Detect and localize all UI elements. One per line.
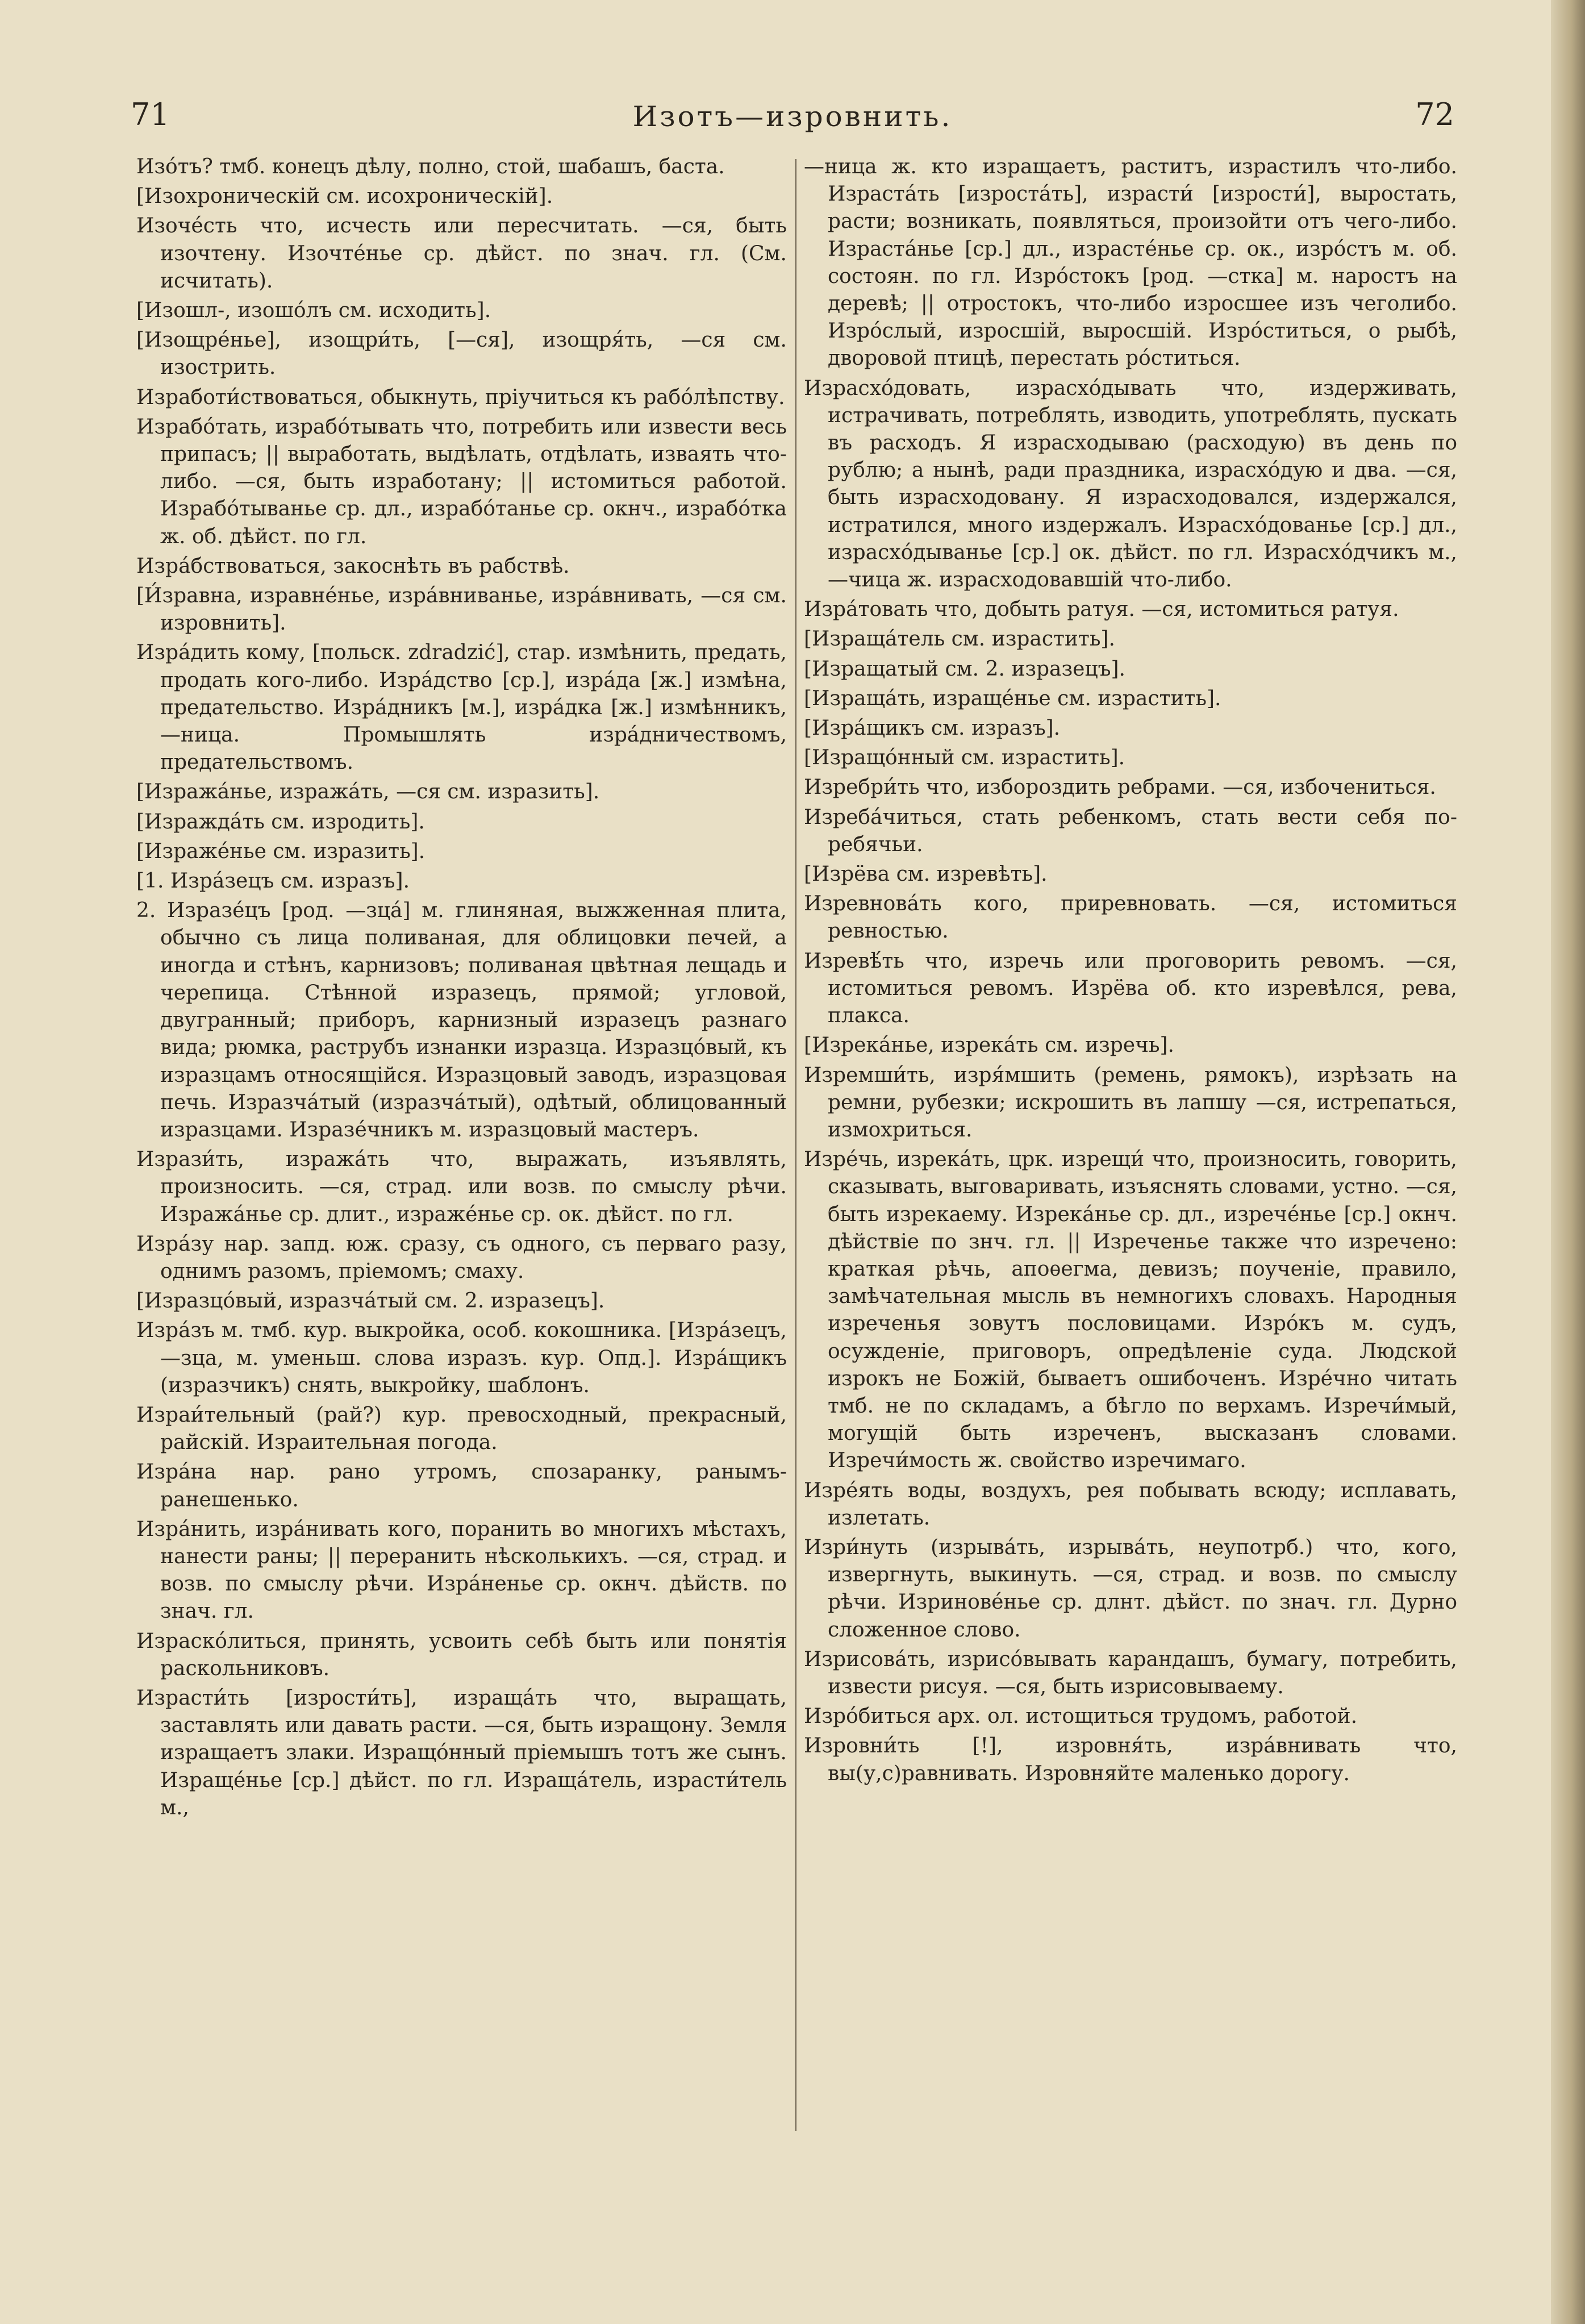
dictionary-entry: Израсхо́довать, израсхо́дывать что, издерживать, истрачивать, потреблять, изводить, употреблять, пускать въ расходъ. Я израсходываю (расходую) въ день по рублю; а нынѣ, ради праздника, израсхо́дую и два. —ся, быть израсходовану. Я израсходовался, издержался, истратился, много издержалъ. Израсхо́дованье [ср.] дл., израсхо́дыванье [ср.] ок. дѣйст. по гл. Израсхо́дчикъ м., —чица ж. израсходовавшій что-либо. [804,376,1457,592]
dictionary-entry: Изревнова́ть кого, приревновать. —ся, истомиться ревностью. [804,892,1457,943]
dictionary-entry: Изра́нить, изра́нивать кого, поранить во многихъ мѣстахъ, нанести раны; || переранить нѣсколькихъ. —ся, страд. и возв. по смыслу рѣчи. Изра́ненье ср. окнч. дѣйств. по знач. гл. [136,1517,787,1623]
page-edge [1551,0,1585,2324]
left-column [136,153,787,1824]
dictionary-entry: Изровни́ть [!], изровня́ть, изра́внивать что, вы(у,с)равнивать. Изровняйте маленько дорогу. [804,1734,1457,1785]
dictionary-entry: Изоче́сть что, исчесть или пересчитать. —ся, быть изочтену. Изочте́нье ср. дѣйст. по знач. гл. (См. исчитать). [136,214,787,293]
dictionary-entry: [Изра́щикъ см. изразъ]. [804,717,1061,740]
dictionary-entry: [Израже́нье см. изразить]. [136,839,426,863]
dictionary-entry: [Изохроническій см. исохроническій]. [136,185,553,209]
dictionary-entry: Израи́тельный (рай?) кур. превосходный, прекрасный, райскій. Израительная погода. [136,1403,787,1455]
dictionary-entry: Изо́тъ? тмб. конецъ дѣлу, полно, стой, шабашъ, баста. [136,155,725,178]
dictionary-entry: Изра́дить кому, [польск. zdradzić], стар. измѣнить, предать, продать кого-либо. Изра́дство [ср.], изра́да [ж.] измѣна, предательство. Изра́дникъ [м.], изра́дка [ж.] измѣнникъ, —ница. Промышлять изра́дничествомъ, предательствомъ. [136,641,787,774]
dictionary-entry: [Изрёва см. изревѣть]. [804,863,1048,886]
dictionary-entry: [И́зравна, изравне́нье, изра́вниванье, изра́внивать, —ся см. изровнить]. [136,584,787,635]
dictionary-entry: 2. Изразе́цъ [род. —зца́] м. глиняная, выжженная плита, обычно съ лица поливаная, для облицовки печей, а иногда и стѣнъ, карнизовъ; поливаная цвѣтная лещадь и черепица. Стѣнной изразецъ, прямой; угловой, двугранный; приборъ, карнизный изразецъ разнаго вида; рюмка, раструбъ изнанки изразца. Изразцо́вый, къ изразцамъ относящійся. Изразцовый заводъ, изразцовая печь. Изразча́тый (изразча́тый), одѣтый, облицованный изразцами. Изразе́чникъ м. изразцовый мастеръ. [136,899,787,1142]
dictionary-entry: Изработи́ствоваться, обыкнуть, пріучиться къ рабо́лѣпству. [136,385,785,409]
dictionary-entry: —ница ж. кто изращаетъ, раститъ, израстилъ что-либо. Израста́ть [изроста́ть], израсти́ [изрости́], выростать, расти; возникать, появляться, произойти отъ чего-либо. Израста́нье [ср.] дл., израсте́нье ср. ок., изро́стъ м. об. состоян. по гл. Изро́стокъ [род. —стка] м. наростъ на деревѣ; || отростокъ, что-либо изросшее изъ чеголибо. Изро́слый, изросшій, выросшій. Изро́ститься, о рыбѣ, дворовой птицѣ, перестать рóститься. [804,155,1457,370]
dictionary-entry: [Изража́нье, изража́ть, —ся см. изразить]. [136,780,600,804]
dictionary-entry: Изремши́ть, изря́мшить (ремень, рямокъ), изрѣзать на ремни, рубезки; искрошить въ лапшу —ся, истрепаться, измохриться. [804,1063,1457,1142]
column-divider [795,159,796,2131]
right-page-number: 72 [1415,97,1454,132]
dictionary-entry: [Израща́тель см. израстить]. [804,627,1115,651]
dictionary-entry: Изревѣ́ть что, изречь или проговорить ревомъ. —ся, истомиться ревомъ. Изрёва об. кто изревѣлся, рева, плакса. [804,949,1457,1028]
dictionary-entry: Изре́чь, изрека́ть, црк. изрещи́ что, произносить, говорить, сказывать, выговаривать, изъяснять словами, устно. —ся, быть изрекаему. Изрека́нье ср. дл., изрече́нье [ср.] окнч. дѣйствіе по знч. гл. || Изреченье также что изречено: краткая рѣчь, апоѳегма, девизъ; поученіе, правило, замѣчательная мысль въ немногихъ словахъ. Народныя изреченья зовутъ пословицами. Изро́къ м. судъ, осужденіе, приговоръ, опредѣленіе суда. Людской изрокъ не Божій, бываетъ ошибоченъ. Изре́чно читать тмб. не по складамъ, а бѣгло по верхамъ. Изречи́мый, могущій быть изреченъ, высказанъ словами. Изречи́мость ж. свойство изречимаго. [804,1148,1457,1473]
dictionary-entry: [Изразцо́вый, изразча́тый см. 2. изразецъ]. [136,1289,605,1313]
right-column [804,153,1457,1790]
dictionary-entry: Изра́на нар. рано утромъ, спозаранку, ранымъ-ранешенько. [136,1460,787,1511]
dictionary-entry: Израбо́тать, израбо́тывать что, потребить или извести весь припасъ; || выработать, выдѣлать, отдѣлать, изваять что-либо. —ся, быть изработану; || истомиться работой. Израбо́тыванье ср. дл., израбо́танье ср. окнч., израбо́тка ж. об. дѣйст. по гл. [136,415,787,548]
dictionary-entry: Изра́зу нар. запд. юж. сразу, съ одного, съ перваго разу, однимъ разомъ, пріемомъ; смаху. [136,1232,787,1283]
dictionary-entry: [Изощре́нье], изощри́ть, [—ся], изощря́ть, —ся см. изострить. [136,328,787,380]
dictionary-entry: Израско́литься, принять, усвоить себѣ быть или понятія раскольниковъ. [136,1629,787,1680]
dictionary-entry: Изра́зъ м. тмб. кур. выкройка, особ. кокошника. [Изра́зецъ, —зца, м. уменьш. слова изразъ. кур. Опд.]. Изра́щикъ (изразчикъ) снять, выкройку, шаблонъ. [136,1319,787,1397]
dictionary-entry: [Изращатый см. 2. изразецъ]. [804,657,1125,681]
dictionary-entry: Изра́товать что, добыть ратуя. —ся, истомиться ратуя. [804,598,1399,622]
running-head: Изотъ—изровнить. [632,100,953,133]
dictionary-entry: [1. Изра́зецъ см. изразъ]. [136,869,410,893]
dictionary-entry: Изрази́ть, изража́ть что, выражать, изъявлять, произносить. —ся, страд. или возв. по смыслу рѣчи. Изража́нье ср. длит., израже́нье ср. ок. дѣйст. по гл. [136,1148,787,1226]
page-header [125,97,1460,148]
dictionary-entry: Изреба́читься, стать ребенкомъ, стать вести себя по-ребячьи. [804,805,1457,856]
dictionary-entry: Изре́ять воды, воздухъ, рея побывать всюду; исплавать, излетать. [804,1478,1457,1530]
dictionary-entry: Израсти́ть [изрости́ть], израща́ть что, выращать, заставлять или давать расти. —ся, быть изращону. Земля изращаетъ злаки. Изращо́нный пріемышъ тотъ же сынъ. Израще́нье [ср.] дѣйст. по гл. Израща́тель, израсти́тель м., [136,1686,787,1819]
dictionary-entry: [Изрека́нье, изрека́ть см. изречь]. [804,1034,1174,1057]
dictionary-entry: Изро́биться арх. ол. истощиться трудомъ, работой. [804,1705,1358,1729]
dictionary-entry: [Изошл-, изошо́лъ см. исходить]. [136,299,491,323]
left-page-number: 71 [131,97,170,132]
dictionary-entry: Изри́нуть (изрыва́ть, изрыва́ть, неупотрб.) что, кого, извергнуть, выкинуть. —ся, страд. и возв. по смыслу рѣчи. Изринове́нье ср. длнт. дѣйст. по знач. гл. Дурно сложенное слово. [804,1535,1457,1642]
dictionary-entry: Изра́бствоваться, закоснѣть въ рабствѣ. [136,554,570,578]
dictionary-entry: [Израща́ть, израще́нье см. израстить]. [804,686,1221,710]
dictionary-entry: [Изращо́нный см. израстить]. [804,746,1125,770]
dictionary-entry: Изрисова́ть, изрисо́вывать карандашъ, бумагу, потребить, извести рисуя. —ся, быть изрисовываему. [804,1647,1457,1698]
dictionary-entry: Изребри́ть что, избороздить ребрами. —ся, избочениться. [804,776,1436,799]
dictionary-entry: [Изражда́ть см. изродить]. [136,810,425,834]
